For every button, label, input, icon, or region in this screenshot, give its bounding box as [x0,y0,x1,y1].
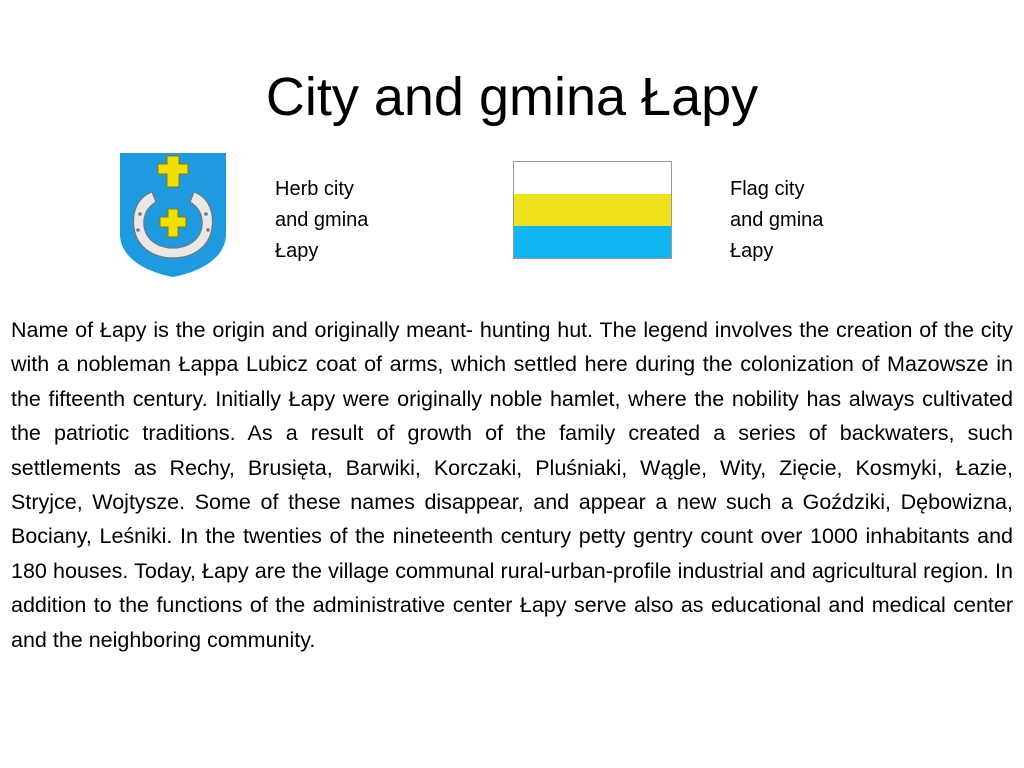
coat-of-arms-icon [118,152,228,278]
slide-title: City and gmina Łapy [265,67,759,127]
herb-caption-line: Łapy [275,240,319,262]
flag-caption-line: Łapy [730,240,774,262]
flag-caption-line: and gmina [730,209,824,231]
herb-caption [275,174,368,267]
flag-caption [730,174,823,267]
flag-icon [513,161,672,259]
flag-caption-line: Flag city [730,178,805,200]
herb-caption-line: and gmina [275,209,369,231]
herb-caption-line: Herb city [275,178,354,200]
body-paragraph: Name of Łapy is the origin and originally meant- hunting hut. The legend involves the creation of the city with a nobleman Łappa Lubicz coat of arms, which settled here during the colonization of Mazowsze in the fifteenth century. Initially Łapy were originally noble hamlet, where the nobility has always cultivated the patriotic traditions. As a result of growth of the family created a series of backwaters, such settlements as Rechy, Brusięta, Barwiki, Korczaki, Pluśniaki, Wągle, Wity, Zięcie, Kosmyki, Łazie, Stryjce, Wojtysze. Some of these names disappear, and appear a new such a Goździki, Dębowizna, Bociany, Leśniki. In the twenties of the nineteenth century petty gentry count over 1000 inhabitants and 180 houses. Today, Łapy are the village communal rural-urban-profile industrial and agricultural region. In addition to the functions of the administrative center Łapy serve also as educational and medical center and the neighboring community. [11,318,1013,652]
